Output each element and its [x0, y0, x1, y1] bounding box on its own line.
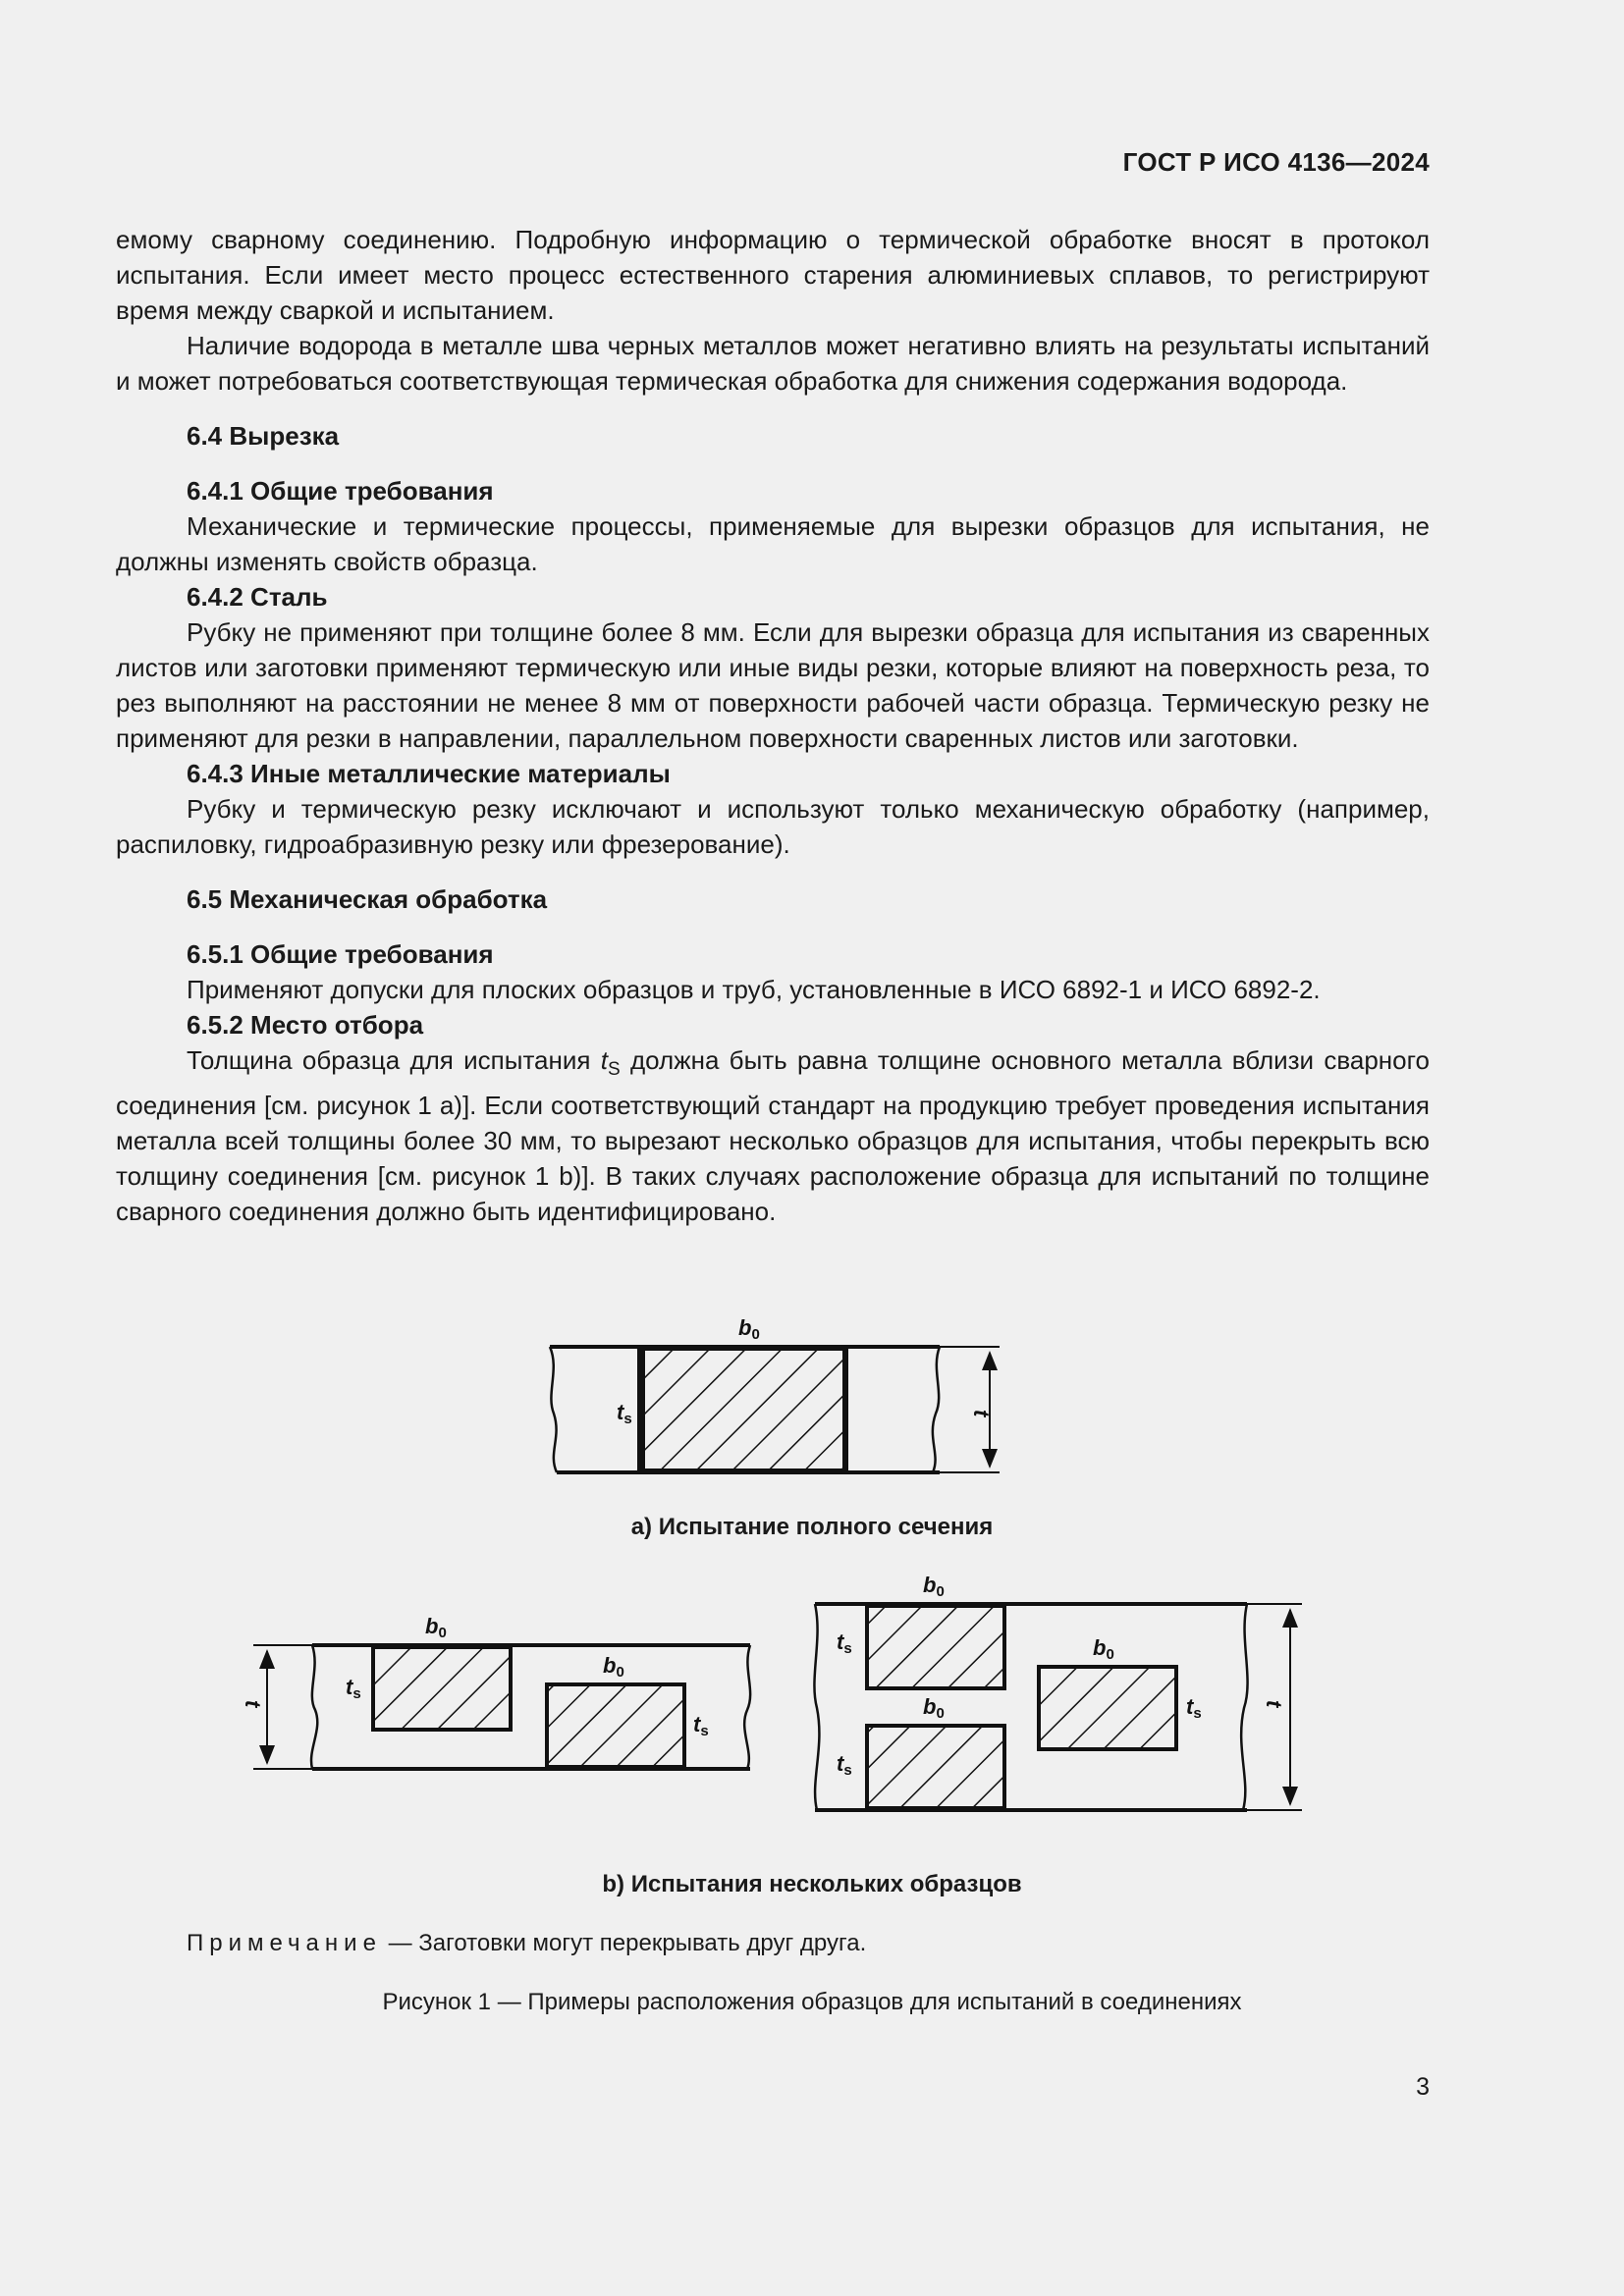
paragraph: Рубку и термическую резку исключают и используют только механическую обработку (например, распиловку, гидроабразивную резку или фрезерование). — [116, 794, 1430, 859]
section-heading-6-4-3: 6.4.3 Иные металлические материалы — [187, 759, 671, 788]
figure-b-right-label-ts-bottom: ts — [837, 1751, 852, 1779]
figure-a-specimen — [643, 1349, 844, 1470]
paragraph: Рубку не применяют при толщине более 8 мм. Если для вырезки образца для испытания из сваренных листов или заготовки применяют термическую или иные виды резки, которые влияют на поверхность реза, то рез выполняют на расстоянии не менее 8 мм от поверхности рабочей части образца. Термическую резку не применяют для резки в направлении, параллельном поверхности сваренных листов или заготовки. — [116, 617, 1430, 753]
note-label: Примечание — [187, 1930, 382, 1956]
figure-b-right-specimen-middle — [1039, 1667, 1176, 1749]
paragraph: Наличие водорода в металле шва черных металлов может негативно влиять на результаты испытаний и может потребоваться соответствующая термическая обработка для снижения содержания водорода. — [116, 331, 1430, 396]
figure-caption-a: а) Испытание полного сечения — [630, 1514, 994, 1540]
paragraph: Механические и термические процессы, применяемые для вырезки образцов для испытания, не должны изменять свойств образца. — [116, 511, 1430, 576]
note-text: — Заготовки могут перекрывать друг друга. — [381, 1930, 867, 1956]
section-heading-6-5-2: 6.5.2 Место отбора — [187, 1010, 424, 1040]
figure-b-left-label-b0-lower: b0 — [603, 1653, 624, 1681]
figure-drawing — [0, 1306, 1624, 1953]
paragraph: емому сварному соединению. Подробную информацию о термической обработке вносят в протокол испытания. Если имеет место процесс естественного старения алюминиевых сплавов, то регистрируют время между сваркой и испытанием. — [116, 225, 1430, 325]
figure-b-right-label-b0-bottom: b0 — [923, 1694, 945, 1722]
figure-b-right-specimen-top — [867, 1606, 1004, 1688]
figure-b-right-label-ts-middle: ts — [1186, 1694, 1202, 1722]
section-heading-6-4-1: 6.4.1 Общие требования — [187, 476, 494, 506]
body-text — [116, 222, 1430, 1229]
figure-a-label-t: t — [969, 1410, 994, 1417]
page-number: 3 — [1416, 2073, 1430, 2101]
figure-b-right-specimen-bottom — [867, 1726, 1004, 1808]
figure-b-right-label-b0-middle: b0 — [1093, 1635, 1114, 1663]
figure-b-right-label-b0-top: b0 — [923, 1573, 945, 1600]
section-heading-6-5-1: 6.5.1 Общие требования — [187, 939, 494, 969]
figure-b-right-label-t: t — [1262, 1700, 1286, 1708]
figure-b-left-specimen-lower — [547, 1684, 684, 1767]
paragraph-6-5-2: Толщина образца для испытания $t_S$ должна быть равна толщине основного металла вблизи сварного соединения [см. рисунок 1 а)]. Если соответствующий стандарт на продукцию требует проведения испытания металла всей толщины более 30 мм, то вырезают несколько образцов для испытания, чтобы перекрыть всю толщину соединения [см. рисунок 1 b)]. В таких случаях расположение образца для испытаний по толщине сварного соединения должно быть идентифицировано. — [116, 1045, 1430, 1226]
figure-b-left-label-ts-upper: ts — [346, 1675, 361, 1702]
figure-a-label-ts: ts — [617, 1400, 632, 1427]
figure-note — [187, 1930, 866, 1957]
figure-b-left-label-ts-lower: ts — [693, 1712, 709, 1739]
section-heading-6-4-2: 6.4.2 Сталь — [187, 582, 328, 612]
section-heading-6-5: 6.5 Механическая обработка — [187, 884, 548, 914]
figure-b-left-specimen-upper — [373, 1647, 511, 1730]
figure-b-left-label-t: t — [241, 1700, 265, 1708]
figure-b-left-label-b0-upper: b0 — [425, 1614, 447, 1641]
figure-a-label-b0: b0 — [738, 1315, 760, 1343]
section-heading-6-4: 6.4 Вырезка — [187, 421, 340, 451]
paragraph: Применяют допуски для плоских образцов и труб, установленные в ИСО 6892-1 и ИСО 6892-2. — [187, 975, 1321, 1004]
figure-1 — [0, 1306, 1624, 2032]
document-id: ГОСТ Р ИСО 4136—2024 — [1122, 147, 1430, 177]
figure-b-right-label-ts-top: ts — [837, 1629, 852, 1657]
figure-title: Рисунок 1 — Примеры расположения образцов для испытаний в соединениях — [382, 1989, 1242, 2015]
figure-caption-b: b) Испытания нескольких образцов — [602, 1871, 1022, 1897]
